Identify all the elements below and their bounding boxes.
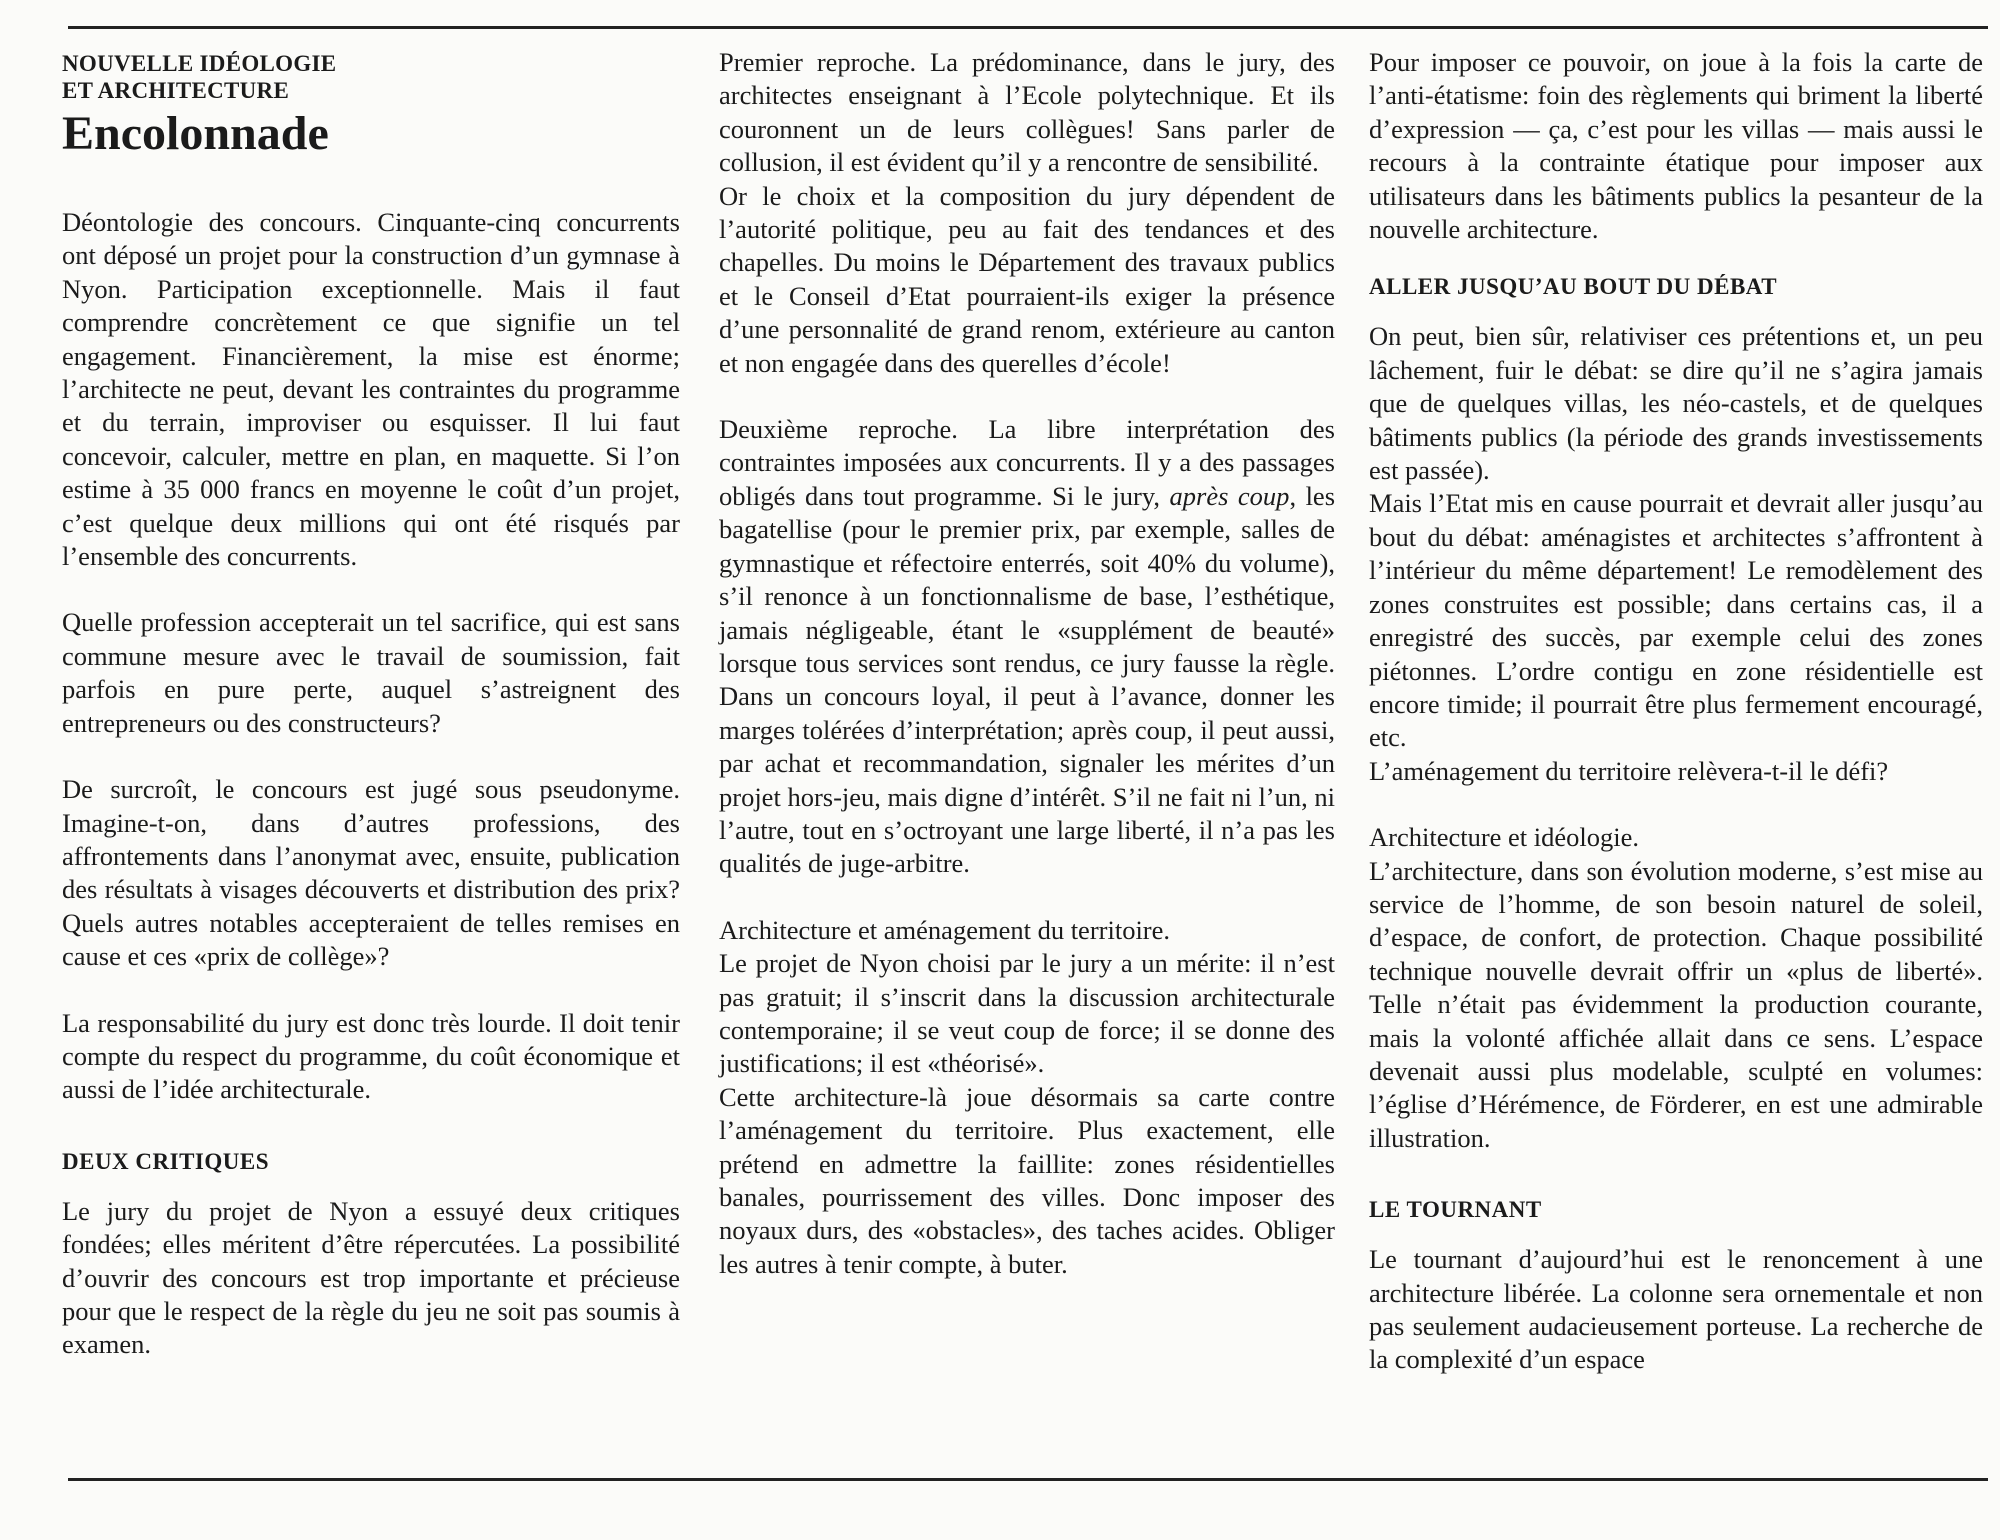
section-heading: ALLER JUSQU’AU BOUT DU DÉBAT xyxy=(1369,274,1778,300)
paragraph: Le tournant d’aujourd’hui est le renoncement à une architecture libérée. La colonne sera ornementale et non pas seulement audacieusement porteuse. La recherche de la complexité d’un espace xyxy=(1369,1244,1983,1375)
bottom-rule xyxy=(68,1478,1988,1481)
article-title: Encolonnade xyxy=(62,107,329,160)
paragraph-text: , les bagatellise (pour le premier prix, par exemple, salles de gymnastique et réfectoire enterrés, soit 40% du volume), s’il renonce à un fonctionnalisme de base, l’esthétique, jamais négligeable, étant le «supplément de beauté» lorsque tous services sont rendus, ce jury fausse la règle. Dans un concours loyal, il peut à l’avance, donner les marges tolérées d’interprétation; après coup, il peut aussi, par achat et recommandation, signaler les mérites d’un projet hors-jeu, mais digne d’intérêt. S’il ne fait ni l’un, ni l’autre, tout en s’octroyant une large liberté, il n’a pas les qualités de juge-arbitre. xyxy=(719,480,1336,879)
section-heading: DEUX CRITIQUES xyxy=(62,1148,270,1174)
paragraph: Mais l’Etat mis en cause pourrait et devrait aller jusqu’au bout du débat: aménagistes et architectes s’affrontent à l’intérieur du même département! Le remodèlement des zones construites est possible; dans certains cas, il a enregistré des succès, par exemple celui des zones piétonnes. L’ordre contigu en zone résidentielle est encore timide; il pourrait être plus fermement encouragé, etc. xyxy=(1369,488,1983,753)
paragraph: L’architecture, dans son évolution moderne, s’est mise au service de l’homme, de son besoin naturel de soleil, d’espace, de confort, de protection. Chaque possibilité technique nouvelle devrait offrir un «plus de liberté». Telle n’était pas évidemment la production courante, mais la volonté affichée allait dans ce sens. L’espace devenait aussi plus modelable, sculpté en volumes: l’église d’Hérémence, de Förderer, en est une admirable illustration. xyxy=(1369,855,1983,1153)
paragraph: Le projet de Nyon choisi par le jury a un mérite: il n’est pas gratuit; il s’inscrit dans la discussion architecturale contemporaine; il se veut coup de force; il se donne des justifications; il est «théorisé». xyxy=(719,948,1335,1079)
paragraph: Or le choix et la composition du jury dépendent de l’autorité politique, peu au fait des tendances et des chapelles. Du moins le Département des travaux publics et le Conseil d’Etat pourraient-ils exiger la présence d’une personnalité de grand renom, extérieure au canton et non engagée dans des querelles d’école! xyxy=(719,180,1335,378)
section-heading: LE TOURNANT xyxy=(1369,1197,1542,1223)
paragraph: Quelle profession accepterait un tel sacrifice, qui est sans commune mesure avec le travail de soumission, fait parfois en pure perte, auquel s’astreignent des entrepreneurs ou des constructeurs? xyxy=(62,607,680,738)
paragraph: De surcroît, le concours est jugé sous pseudonyme. Imagine-t-on, dans d’autres professions, des affrontements dans l’anonymat avec, ensuite, publication des résultats à visages découverts et distribution des prix? Quels autres notables accepteraient de telles remises en cause et ces «prix de collège»? xyxy=(62,774,680,972)
paragraph: Pour imposer ce pouvoir, on joue à la fois la carte de l’anti-étatisme: foin des règlements qui briment la liberté d’expression — ça, c’est pour les villas — mais aussi le recours à la contrainte étatique pour imposer aux utilisateurs dans les bâtiments publics la pesanteur de la nouvelle architecture. xyxy=(1369,47,1983,245)
paragraph: Premier reproche. La prédominance, dans le jury, des architectes enseignant à l’Ecole polytechnique. Et ils couronnent un de leurs collègues! Sans parler de collusion, il est évident qu’il y a rencontre de sensibilité. xyxy=(719,47,1335,178)
paragraph: Déontologie des concours. Cinquante-cinq concurrents ont déposé un projet pour la construction d’un gymnase à Nyon. Participation exceptionnelle. Mais il faut comprendre concrètement ce que signifie un tel engagement. Financièrement, la mise est énorme; l’architecte ne peut, devant les contraintes du programme et du terrain, improviser ou esquisser. Il lui faut concevoir, calculer, mettre en plan, en maquette. Si l’on estime à 35 000 francs en moyenne le coût d’un projet, c’est quelque deux millions qui ont été risqués par l’ensemble des concurrents. xyxy=(62,207,680,572)
paragraph: Architecture et idéologie. xyxy=(1369,822,1640,853)
italic-phrase: après coup xyxy=(1169,480,1290,511)
kicker-line-1: NOUVELLE IDÉOLOGIE xyxy=(62,51,337,76)
column-1 xyxy=(62,46,680,1362)
column-2 xyxy=(719,46,1335,1281)
column-3 xyxy=(1369,46,1983,1377)
paragraph: On peut, bien sûr, relativiser ces prétentions et, un peu lâchement, fuir le débat: se dire qu’il ne s’agira jamais que de quelques villas, les néo-castels, et de quelques bâtiments publics (la période des grands investissements est passée). xyxy=(1369,321,1983,486)
paragraph xyxy=(719,413,1335,881)
paragraph: Architecture et aménagement du territoire. xyxy=(719,914,1171,945)
paragraph: Le jury du projet de Nyon a essuyé deux critiques fondées; elles méritent d’être répercutées. La possibilité d’ouvrir des concours est trop importante et précieuse pour que le respect de la règle du jeu ne soit pas soumis à examen. xyxy=(62,1195,680,1360)
kicker xyxy=(62,50,680,104)
paragraph: L’aménagement du territoire relèvera-t-il le défi? xyxy=(1369,755,1889,786)
paragraph: La responsabilité du jury est donc très lourde. Il doit tenir compte du respect du programme, du coût économique et aussi de l’idée architecturale. xyxy=(62,1007,680,1105)
paragraph: Cette architecture-là joue désormais sa carte contre l’aménagement du territoire. Plus exactement, elle prétend en admettre la faillite: zones résidentielles banales, pourrissement des villes. Donc imposer des noyaux durs, des «obstacles», des taches acides. Obliger les autres à tenir compte, à buter. xyxy=(719,1081,1335,1279)
top-rule xyxy=(68,26,1988,29)
kicker-line-2: ET ARCHITECTURE xyxy=(62,78,290,103)
paragraph-text: Deuxième reproche. La libre interprétation des contraintes imposées aux concurrents. Il y a des passages obligés dans tout programme. Si le jury, xyxy=(719,414,1335,511)
